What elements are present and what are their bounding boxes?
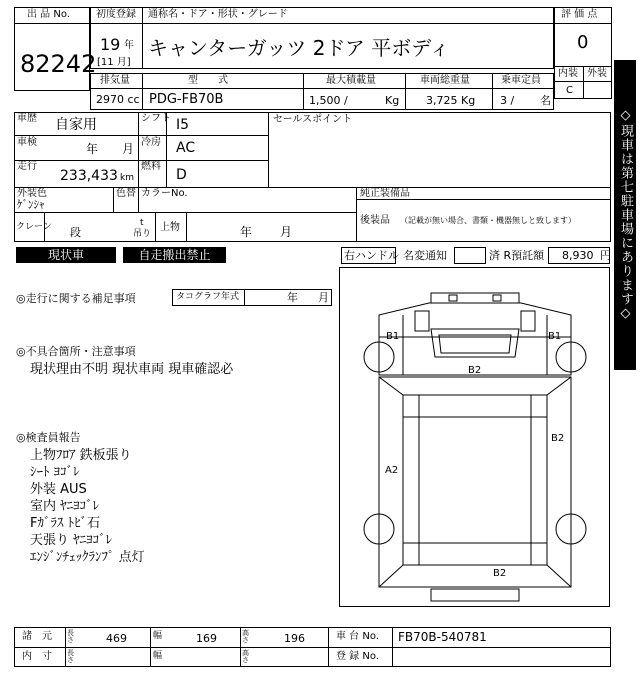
score-label: 評 価 点 — [561, 9, 598, 20]
crane-t: t — [140, 218, 144, 228]
inspector-item: 天張り ﾔﾆﾖｺﾞﾚ — [30, 533, 113, 548]
recycle-unit: 円 — [600, 249, 611, 262]
max-load-label: 最大積載量 — [326, 75, 376, 86]
displacement-value: 2970 cc — [96, 93, 140, 106]
capacity-unit: 名 — [540, 94, 551, 107]
history-label: 車歴 — [17, 113, 37, 124]
inspector-item: Fｶﾞﾗｽ ﾄﾋﾞ石 — [30, 516, 101, 531]
color-no-label: 色替 — [116, 188, 136, 199]
inspector-item: ｼｰﾄ ﾖｺﾞﾚ — [30, 465, 80, 480]
score-value: 0 — [577, 32, 589, 53]
mileage-value: 233,433 — [60, 168, 118, 184]
damage-mark-b2-rear: B2 — [493, 568, 507, 579]
crane-dan: 段 — [70, 226, 81, 239]
defect-text: 現状理由不明 現状車両 現車確認必 — [30, 362, 234, 377]
chassis-value: FB70B-540781 — [398, 630, 487, 644]
damage-mark-b2-right: B2 — [551, 433, 565, 444]
width-label: 幅 — [153, 631, 163, 641]
shift-value: I5 — [176, 117, 190, 133]
lot-number: 82242 — [20, 50, 97, 78]
damage-mark-b1-left: B1 — [386, 331, 400, 342]
damage-mark-b1-right: B1 — [548, 331, 562, 342]
width-value: 169 — [196, 632, 217, 645]
sales-point-label: セールスポイント — [273, 114, 353, 125]
history-value: 自家用 — [55, 117, 97, 133]
gross-weight-value: 3,725 Kg — [426, 94, 476, 107]
displacement-label: 排気量 — [100, 75, 130, 86]
car-name: キャンターガッツ 2ドア 平ボディ — [148, 36, 450, 60]
body-month: 月 — [280, 225, 293, 239]
inner-length-label: 長さ — [67, 649, 74, 664]
inspection-month: 月 — [122, 142, 135, 156]
damage-mark-b2-cab: B2 — [468, 365, 482, 376]
name-change-label: 名変通知 — [403, 249, 447, 262]
inspector-title: ◎検査員報告 — [16, 431, 81, 444]
lot-label: 出 品 No. — [27, 9, 70, 20]
inner-dims-label: 内 寸 — [22, 651, 52, 662]
inspector-item: 上物ﾌﾛｱ 鉄板張り — [30, 448, 132, 463]
truck-diagram — [339, 267, 610, 607]
recycle-label: 済 R預託額 — [489, 249, 545, 262]
length-value: 469 — [106, 632, 127, 645]
name-change-box — [454, 247, 486, 264]
recycle-amount: 8,930 — [562, 249, 594, 262]
reg-no-label: 登 録 No. — [336, 651, 379, 662]
reg-year-unit: 年 — [124, 40, 134, 51]
capacity-value: 3 / — [500, 94, 515, 107]
chassis-label: 車 台 No. — [336, 631, 379, 642]
tacho-label: タコグラフ年式 — [176, 292, 240, 302]
mileage-unit: km — [120, 173, 134, 183]
length-label: 長さ — [67, 629, 74, 644]
ext-color-label: 外装色 — [17, 188, 47, 199]
inner-height-label: 高さ — [242, 649, 249, 664]
ac-label: 冷房 — [141, 137, 161, 148]
fuel-label: 燃料 — [141, 161, 161, 172]
pickup-restriction-badge: 自走搬出禁止 — [123, 247, 226, 263]
interior-label: 内装 — [558, 68, 578, 79]
reg-month: [11 月] — [97, 57, 131, 68]
dims-label: 諸 元 — [22, 631, 52, 642]
ac-value: AC — [176, 140, 196, 156]
model-value: PDG-FB70B — [149, 92, 224, 107]
height-label: 高さ — [242, 629, 249, 644]
height-value: 196 — [284, 632, 305, 645]
tacho-year: 年 — [287, 291, 298, 304]
body-year: 年 — [240, 225, 253, 239]
inspection-year: 年 — [86, 142, 99, 156]
exterior-label: 外装 — [587, 68, 607, 79]
current-condition-badge: 現状車 — [16, 247, 116, 263]
crane-tsuri: 吊り — [133, 229, 152, 239]
model-label: 型 式 — [188, 75, 228, 86]
tacho-month: 月 — [318, 291, 329, 304]
gross-weight-label: 車両総重量 — [420, 75, 470, 86]
max-load-value: 1,500 / — [309, 94, 348, 107]
reg-year: 19 — [100, 35, 121, 54]
inspector-item: ｴﾝｼﾞﾝﾁｪｯｸﾗﾝﾌﾟ 点灯 — [30, 550, 145, 565]
option-note: （記載が無い場合、書類・機器無しと致します） — [400, 216, 576, 225]
color-code-label: カラーNo. — [141, 188, 188, 199]
crane-label: クレーン — [16, 222, 52, 232]
fuel-value: D — [176, 167, 187, 183]
defect-title: ◎不具合箇所・注意事項 — [16, 345, 136, 358]
capacity-label: 乗車定員 — [501, 75, 541, 86]
max-load-unit: Kg — [385, 94, 400, 107]
side-notice: ◇現車は第七駐車場にあります◇ — [614, 60, 636, 370]
inspection-label: 車検 — [17, 137, 37, 148]
inspector-item: 室内 ﾔﾆﾖｺﾞﾚ — [30, 499, 100, 514]
driving-notes-title: ◎走行に関する補足事項 — [16, 292, 136, 305]
mileage-label: 走行 — [17, 161, 37, 172]
inspector-item: 外装 AUS — [30, 482, 87, 497]
option-label: 後装品 — [360, 215, 390, 226]
steering-value: 右ハンドル — [344, 249, 399, 262]
inner-width-label: 幅 — [153, 651, 163, 661]
body-label: 上物 — [160, 222, 180, 233]
interior-grade: C — [566, 85, 573, 96]
genuine-label: 純正装備品 — [360, 188, 410, 199]
damage-mark-a2-left: A2 — [385, 465, 399, 476]
inspector-list — [30, 447, 145, 566]
first-reg-label: 初度登録 — [96, 9, 136, 20]
ext-color-value: ｹﾞﾝｼｬ — [17, 198, 45, 211]
name-label: 通称名・ドア・形状・グレード — [148, 9, 288, 20]
shift-label: シフト — [141, 113, 171, 124]
